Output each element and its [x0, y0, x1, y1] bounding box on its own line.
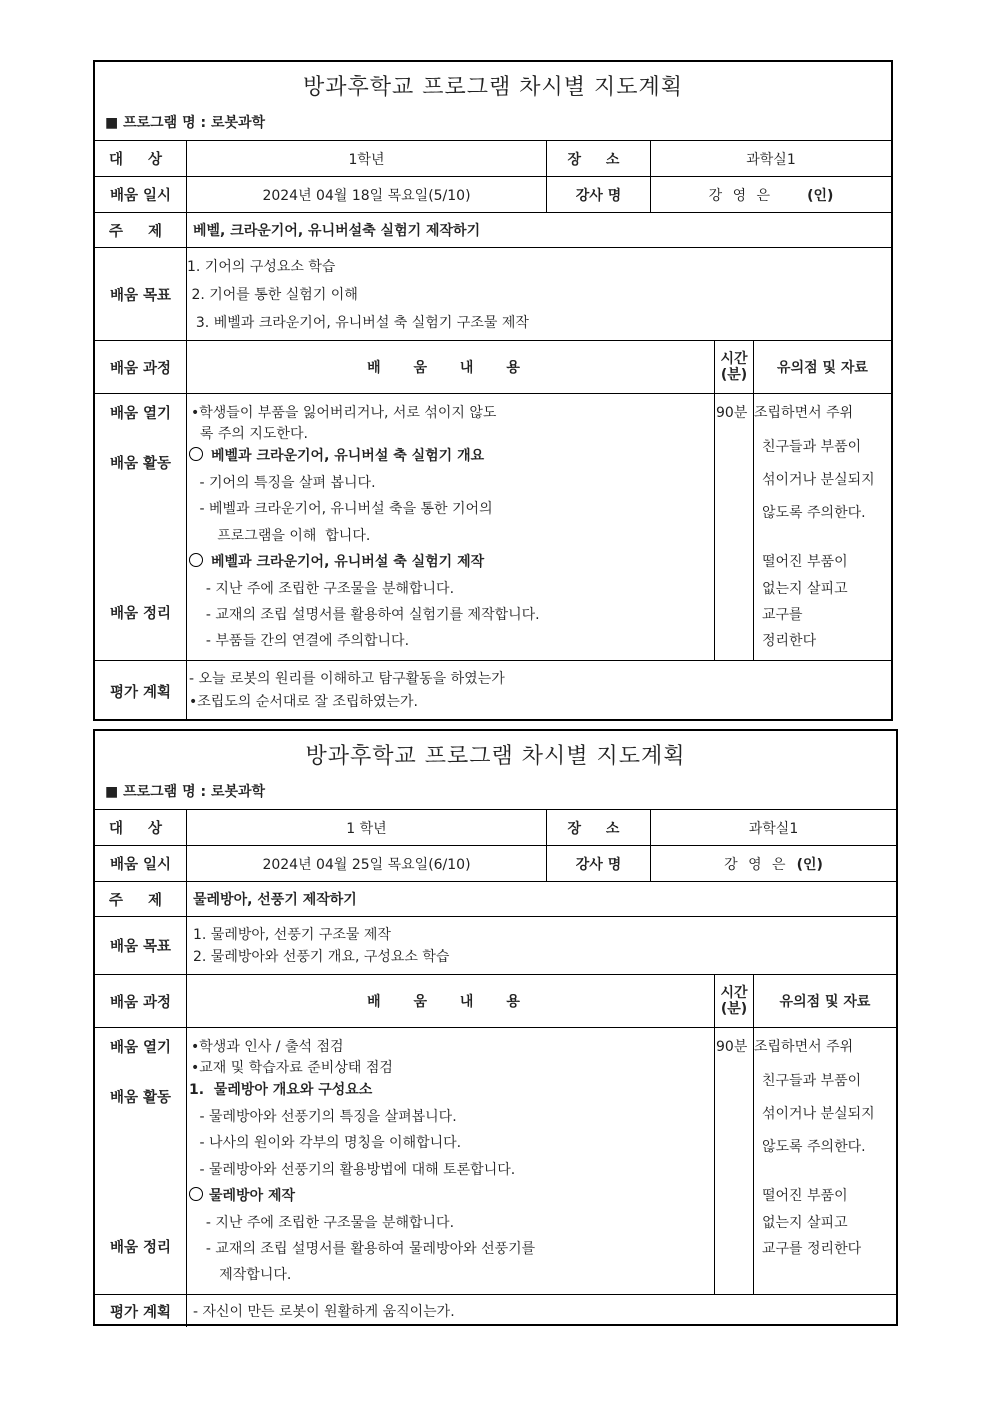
content-heading: 1. 물레방아 개요와 구성요소 [189, 1082, 373, 1098]
process-header-row [95, 975, 896, 1028]
stage-column [95, 394, 187, 660]
circle-bullet-icon [189, 447, 203, 461]
note-line: 조립하면서 주위 [754, 405, 854, 421]
time-header-line1: 시간 [720, 985, 748, 1001]
date-label: 배움 일시 [95, 177, 187, 212]
stage-activity: 배움 활동 [109, 456, 172, 472]
evaluation-item: - 오늘 로봇의 원리를 이해하고 탐구활동을 하였는가 [189, 671, 505, 687]
goal-label: 배움 목표 [95, 917, 187, 974]
content-line: - 나사의 원이와 각부의 명칭을 이해합니다. [195, 1135, 462, 1151]
content-line: - 지난 주에 조립한 구조물을 분해합니다. [197, 1215, 455, 1231]
goal-item: 2. 기어를 통한 실험기 이해 [187, 287, 358, 303]
content-heading-text: 베벨과 크라운기어, 유니버설 축 실험기 제작 [211, 554, 485, 570]
target-row [95, 810, 896, 846]
content-line: 제작합니다. [197, 1267, 292, 1283]
page-title: 방과후학교 프로그램 차시별 지도계획 [305, 744, 686, 769]
program-name: ■ 프로그램 명 : 로봇과학 [105, 784, 266, 800]
place-label: 장 소 [547, 141, 651, 176]
note-line: 친구들과 부품이 [762, 439, 862, 455]
program-name: ■ 프로그램 명 : 로봇과학 [105, 115, 266, 131]
place-value: 과학실1 [748, 820, 799, 837]
topic-label: 주 제 [95, 213, 187, 247]
evaluation-row [95, 661, 891, 721]
teacher-cell [651, 846, 896, 881]
lesson-plan-sheet-1 [93, 60, 893, 721]
note-line: 교구를 [762, 607, 803, 623]
content-line: - 부품들 간의 연결에 주의합니다. [197, 633, 410, 649]
goal-label: 배움 목표 [95, 248, 187, 340]
date-row [95, 177, 891, 213]
note-line: 떨어진 부품이 [762, 554, 848, 570]
note-line: 않도록 주의한다. [762, 1139, 866, 1155]
circle-bullet-icon [189, 1187, 203, 1201]
place-label: 장 소 [547, 810, 651, 845]
process-header-row [95, 341, 891, 394]
content-heading-text: 베벨과 크라운기어, 유니버설 축 실험기 개요 [211, 448, 485, 464]
seal-mark: (인) [796, 856, 823, 873]
date-value: 2024년 04월 25일 목요일(6/10) [187, 846, 547, 881]
content-line: •학생들이 부품을 잃어버리거나, 서로 섞이지 않도 [191, 405, 497, 421]
time-header-line2: (분) [720, 1001, 748, 1017]
content-line: •학생과 인사 / 출석 점검 [191, 1039, 344, 1055]
date-row [95, 846, 896, 882]
sheet-header [95, 731, 896, 810]
process-label: 배움 과정 [95, 975, 187, 1027]
notes-column [754, 1028, 896, 1294]
notes-header: 유의점 및 자료 [777, 360, 868, 376]
stage-close: 배움 정리 [109, 1240, 172, 1256]
content-line: - 물레방아와 선풍기의 특징을 살펴봅니다. [195, 1109, 457, 1125]
teacher-label: 강사 명 [547, 177, 651, 212]
evaluation-row [95, 1295, 896, 1327]
goal-row [95, 248, 891, 341]
content-line: - 교재의 조립 설명서를 활용하여 물레방아와 선풍기를 [197, 1241, 536, 1257]
content-heading [189, 445, 484, 465]
topic-row [95, 213, 891, 248]
content-line: 록 주의 지도한다. [191, 426, 308, 442]
target-value: 1 학년 [187, 810, 547, 845]
stage-open: 배움 열기 [109, 406, 172, 422]
content-line: - 베벨과 크라운기어, 유니버설 축을 통한 기어의 [195, 501, 493, 517]
process-label: 배움 과정 [95, 341, 187, 393]
content-column [187, 1028, 715, 1294]
note-line: 친구들과 부품이 [762, 1073, 862, 1089]
process-body-row [95, 394, 891, 661]
time-header [715, 975, 754, 1027]
note-line: 조립하면서 주위 [754, 1039, 854, 1055]
topic-row [95, 882, 896, 917]
content-line: - 기어의 특징을 살펴 봅니다. [195, 475, 376, 491]
topic-value: 물레방아, 선풍기 제작하기 [193, 892, 357, 908]
teacher-value: 강 영 은 [708, 187, 774, 204]
teacher-label: 강사 명 [547, 846, 651, 881]
process-body-row [95, 1028, 896, 1295]
content-header: 배 움 내 용 [187, 975, 715, 1027]
notes-header: 유의점 및 자료 [779, 994, 871, 1010]
time-value: 90분 [716, 1039, 748, 1055]
teacher-cell [651, 177, 891, 212]
date-label: 배움 일시 [95, 846, 187, 881]
sheet-header [95, 62, 891, 141]
content-column [187, 394, 715, 660]
time-header [715, 341, 754, 393]
goal-list [187, 917, 896, 974]
content-heading-text: 물레방아 제작 [209, 1188, 296, 1204]
page-title: 방과후학교 프로그램 차시별 지도계획 [302, 75, 683, 100]
note-line: 섞이거나 분실되지 [762, 472, 875, 488]
evaluation-list [187, 661, 891, 721]
stage-activity: 배움 활동 [109, 1090, 172, 1106]
evaluation-item: •조립도의 순서대로 잘 조립하였는가. [189, 694, 418, 710]
stage-column [95, 1028, 187, 1294]
target-label: 대 상 [95, 141, 187, 176]
evaluation-label: 평가 계획 [95, 661, 187, 721]
teacher-value: 강 영 은 [724, 856, 789, 873]
time-header-line2: (분) [720, 367, 748, 383]
circle-bullet-icon [189, 553, 203, 567]
content-line: - 지난 주에 조립한 구조물을 분해합니다. [197, 581, 455, 597]
note-line: 정리한다 [762, 633, 817, 649]
lesson-plan-sheet-2 [93, 729, 898, 1326]
time-column [715, 1028, 754, 1294]
goal-item: 1. 기어의 구성요소 학습 [187, 259, 336, 275]
content-header: 배 움 내 용 [187, 341, 715, 393]
time-header-line1: 시간 [720, 351, 748, 367]
content-heading [189, 551, 484, 571]
notes-column [754, 394, 891, 660]
goal-list [187, 248, 891, 340]
content-heading [189, 1185, 295, 1205]
goal-item: 3. 베벨과 크라운기어, 유니버설 축 실험기 구조물 제작 [187, 315, 529, 331]
content-line: - 물레방아와 선풍기의 활용방법에 대해 토론합니다. [195, 1162, 516, 1178]
content-line: 프로그램을 이해 합니다. [195, 528, 371, 544]
note-line: 없는지 살피고 [762, 1215, 848, 1231]
stage-close: 배움 정리 [109, 606, 172, 622]
time-column [715, 394, 754, 660]
target-label: 대 상 [95, 810, 187, 845]
place-value: 과학실1 [746, 151, 796, 168]
note-line: 없는지 살피고 [762, 581, 848, 597]
note-line: 교구를 정리한다 [762, 1241, 862, 1257]
date-value: 2024년 04월 18일 목요일(5/10) [187, 177, 547, 212]
time-value: 90분 [716, 405, 748, 421]
evaluation-label: 평가 계획 [95, 1295, 187, 1327]
evaluation-item: - 자신이 만든 로봇이 원활하게 움직이는가. [193, 1304, 455, 1320]
stage-open: 배움 열기 [109, 1040, 172, 1056]
target-row [95, 141, 891, 177]
topic-value: 베벨, 크라운기어, 유니버설축 실험기 제작하기 [193, 223, 481, 239]
seal-mark: (인) [807, 187, 834, 204]
note-line: 섞이거나 분실되지 [762, 1106, 875, 1122]
content-line: - 교재의 조립 설명서를 활용하여 실험기를 제작합니다. [197, 607, 540, 623]
goal-item: 1. 물레방아, 선풍기 구조물 제작 [193, 926, 391, 943]
note-line: 떨어진 부품이 [762, 1188, 848, 1204]
note-line: 않도록 주의한다. [762, 505, 866, 521]
target-value: 1학년 [187, 141, 547, 176]
content-line: •교재 및 학습자료 준비상태 점검 [191, 1060, 393, 1076]
goal-row [95, 917, 896, 975]
goal-item: 2. 물레방아와 선풍기 개요, 구성요소 학습 [193, 948, 450, 965]
topic-label: 주 제 [95, 882, 187, 916]
